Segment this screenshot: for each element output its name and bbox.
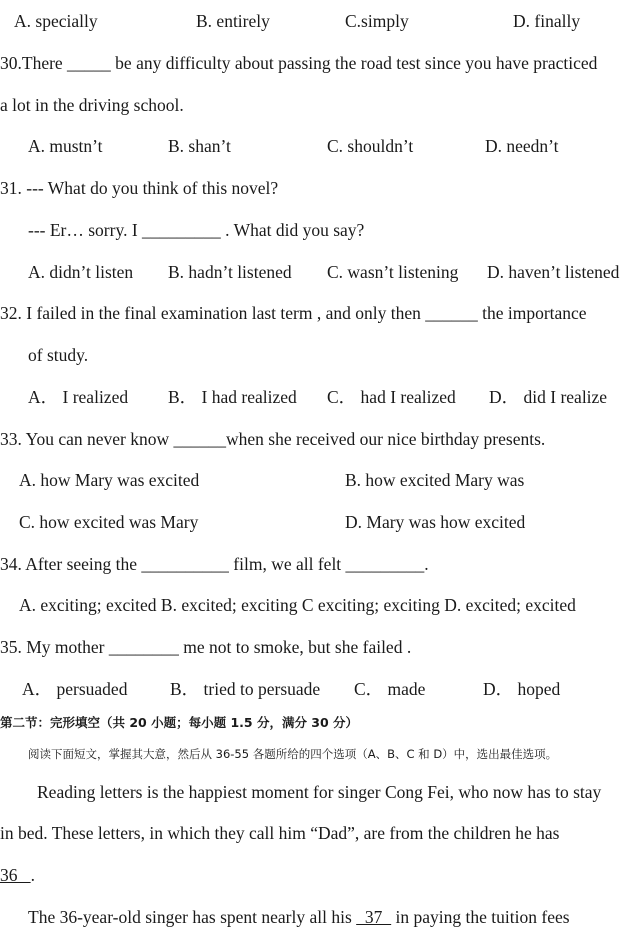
passage-p1-line1: Reading letters is the happiest moment for singer Cong Fei, who now has to stay: [37, 782, 602, 802]
q31-option-c: C. wasn’t listening: [327, 262, 459, 282]
q33-stem: 33. You can never know ______when she received our nice birthday presents.: [0, 429, 546, 449]
q34-options: A. exciting; excited B. excited; exciting C exciting; exciting D. excited; excited: [19, 595, 576, 615]
q31-option-a: A. didn’t listen: [28, 262, 134, 282]
q33-option-d: D. Mary was how excited: [345, 512, 526, 532]
q31-option-b: B. hadn’t listened: [168, 262, 292, 282]
q35-option-a: A． persuaded: [22, 679, 128, 699]
blank-36: 36: [0, 865, 31, 885]
q32-stem-line2: of study.: [28, 345, 89, 365]
q31-stem-line2: --- Er… sorry. I _________ . What did you say?: [28, 220, 365, 240]
q31-stem-line1: 31. --- What do you think of this novel?: [0, 178, 279, 198]
q33-option-c: C. how excited was Mary: [19, 512, 199, 532]
q33-option-b: B. how excited Mary was: [345, 470, 525, 490]
q30-option-d: D. needn’t: [485, 136, 559, 156]
passage-p2-line1: [28, 906, 570, 928]
q35-option-d: D． hoped: [483, 679, 561, 699]
passage-p2-text-b: in paying the tuition fees: [391, 907, 570, 927]
q30-stem-line1: 30.There _____ be any difficulty about passing the road test since you have practiced: [0, 53, 598, 73]
q32-option-d: D． did I realize: [489, 387, 608, 407]
q29-option-c: C.simply: [345, 11, 409, 31]
section-instruction: 阅读下面短文，掌握其大意，然后从 36-55 各题所给的四个选项（A、B、C 和 D）中，选出最佳选项。: [28, 747, 558, 761]
q30-option-c: C. shouldn’t: [327, 136, 414, 156]
q32-option-b: B． I had realized: [168, 387, 297, 407]
blank-37: 37: [356, 907, 392, 927]
q35-option-b: B． tried to persuade: [170, 679, 321, 699]
q35-option-c: C． made: [354, 679, 426, 699]
section-heading: 第二节：完形填空（共 20 小题；每小题 1.5 分，满分 30 分）: [0, 715, 359, 730]
q30-option-b: B. shan’t: [168, 136, 231, 156]
q32-stem-line1: 32. I failed in the final examination last term , and only then ______ the importance: [0, 303, 587, 323]
q31-option-d: D. haven’t listened: [487, 262, 620, 282]
q32-option-c: C． had I realized: [327, 387, 456, 407]
blank-36-tail: .: [30, 865, 35, 885]
q32-option-a: A． I realized: [28, 387, 129, 407]
passage-blank-36-line: [0, 864, 35, 886]
q30-stem-line2: a lot in the driving school.: [0, 95, 184, 115]
passage-p1-line2: in bed. These letters, in which they call him “Dad”, are from the children he has: [0, 823, 560, 843]
q35-stem: 35. My mother ________ me not to smoke, but she failed .: [0, 637, 412, 657]
q33-option-a: A. how Mary was excited: [19, 470, 200, 490]
q34-stem: 34. After seeing the __________ film, we all felt _________.: [0, 554, 429, 574]
q29-option-b: B. entirely: [196, 11, 270, 31]
q29-option-a: A. specially: [14, 11, 98, 31]
q30-option-a: A. mustn’t: [28, 136, 103, 156]
passage-p2-text-a: The 36-year-old singer has spent nearly all his: [28, 907, 357, 927]
q29-option-d: D. finally: [513, 11, 581, 31]
